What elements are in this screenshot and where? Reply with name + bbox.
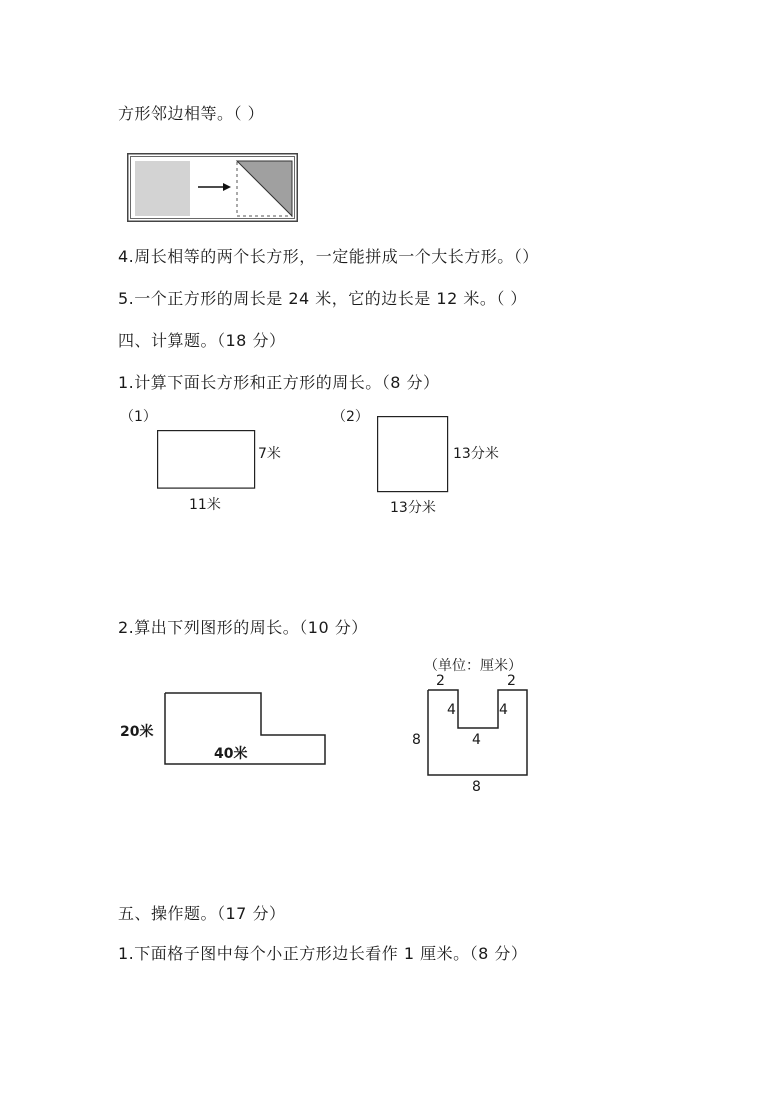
u-left-side-label: 8 — [412, 732, 421, 748]
square-figure — [377, 416, 449, 494]
u-inner-left-label: 4 — [447, 702, 456, 718]
unit-label: （单位：厘米） — [424, 658, 522, 674]
u-bottom-side-label: 8 — [472, 779, 481, 795]
square-side-bottom-label: 13分米 — [390, 500, 436, 516]
question-line-5: 5.一个正方形的周长是 24 米，它的边长是 12 米。（ ） — [118, 289, 527, 308]
l-shape-width-label: 40米 — [214, 746, 248, 762]
section-heading-operation: 五、操作题。（17 分） — [118, 904, 286, 923]
u-inner-bottom-label: 4 — [472, 732, 481, 748]
section-heading-calculation: 四、计算题。（18 分） — [118, 331, 286, 350]
u-top-right-label: 2 — [507, 673, 516, 689]
fold-diagram — [127, 153, 299, 223]
question-line-4: 4.周长相等的两个长方形，一定能拼成一个大长方形。（） — [118, 247, 539, 266]
question-calc-1: 1.计算下面长方形和正方形的周长。（8 分） — [118, 373, 440, 392]
rectangle-width-label: 11米 — [189, 497, 221, 513]
rectangle-height-label: 7米 — [258, 446, 281, 462]
u-inner-right-label: 4 — [499, 702, 508, 718]
question-calc-2: 2.算出下列图形的周长。（10 分） — [118, 618, 368, 637]
rectangle-figure — [157, 430, 257, 490]
figure-label-1: （1） — [120, 409, 157, 425]
l-shape-height-label: 20米 — [120, 724, 154, 740]
square-side-right-label: 13分米 — [453, 446, 499, 462]
figure-label-2: （2） — [332, 409, 369, 425]
question-operation-1: 1.下面格子图中每个小正方形边长看作 1 厘米。（8 分） — [118, 944, 528, 963]
question-line-perpendicular-sides: 方形邻边相等。（ ） — [118, 104, 265, 123]
u-top-left-label: 2 — [436, 673, 445, 689]
